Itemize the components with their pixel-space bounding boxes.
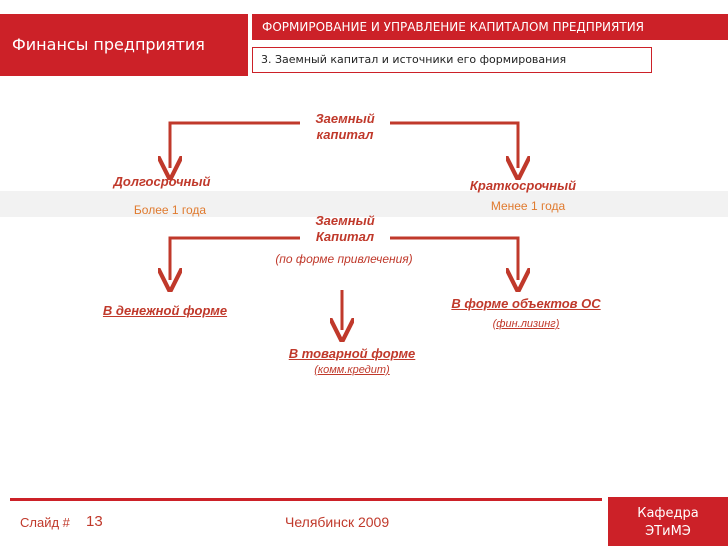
connector-long-term [170, 123, 300, 168]
brand-title: Финансы предприятия [0, 14, 248, 76]
note-short-term: Менее 1 года [490, 199, 566, 213]
node-borrowed-capital-form-line1: Заемный [315, 213, 375, 228]
node-borrowed-capital-line2: капитал [316, 127, 374, 142]
department-line2: ЭТиМЭ [645, 524, 691, 539]
section-title: ФОРМИРОВАНИЕ И УПРАВЛЕНИЕ КАПИТАЛОМ ПРЕДПРИЯТИЯ [252, 14, 728, 40]
node-long-term: Долгосрочный [113, 174, 211, 189]
connector-short-term [390, 123, 518, 168]
slide-label: Слайд # [20, 515, 70, 530]
city-year: Челябинск 2009 [285, 514, 390, 530]
node-cash-form: В денежной форме [102, 303, 228, 318]
note-commercial-credit: (комм.кредит) [314, 364, 390, 376]
department-line1: Кафедра [637, 506, 699, 521]
node-fixed-assets-form: В форме объектов ОС [451, 296, 601, 311]
slide-subtitle: 3. Заемный капитал и источники его формирования [252, 47, 652, 73]
department-badge [608, 497, 728, 546]
node-borrowed-capital [290, 111, 400, 143]
node-borrowed-capital-line1: Заемный [315, 111, 375, 126]
node-borrowed-capital-form [290, 213, 400, 245]
node-borrowed-capital-form-line2: Капитал [315, 229, 375, 244]
note-by-form: (по форме привлечения) [275, 252, 413, 266]
node-goods-form: В товарной форме [288, 346, 416, 361]
note-long-term: Более 1 года [133, 203, 207, 217]
footer-divider [10, 498, 602, 501]
node-short-term: Краткосрочный [469, 178, 577, 193]
note-financial-leasing: (фин.лизинг) [492, 318, 560, 330]
slide-number: 13 [86, 513, 103, 530]
